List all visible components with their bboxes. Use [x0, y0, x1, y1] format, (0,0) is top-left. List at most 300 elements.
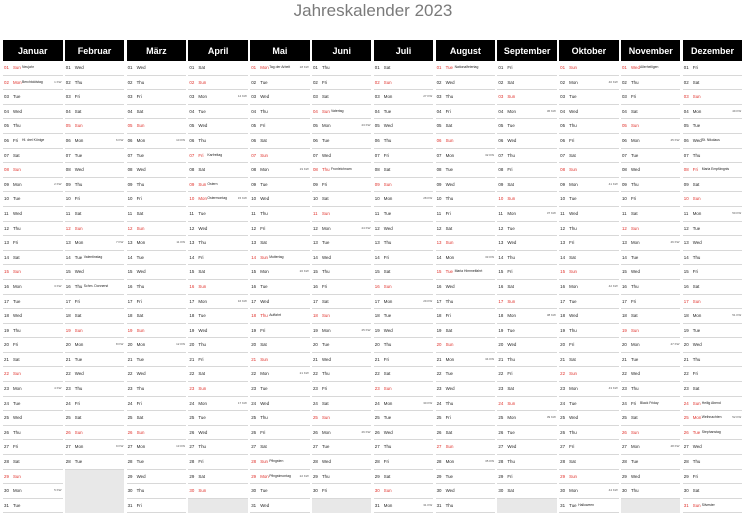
day-row [127, 295, 187, 310]
day-row [683, 411, 743, 426]
day-row [65, 455, 125, 470]
day-number: 09 [436, 181, 442, 187]
weekday-label: Sun [198, 283, 207, 289]
weekday-label: Mon [13, 386, 22, 392]
day-number: 01 [621, 65, 627, 70]
day-number: 22 [436, 371, 442, 377]
day-number: 21 [436, 356, 442, 362]
day-row [127, 484, 187, 499]
day-row [127, 338, 187, 353]
day-number: 26 [312, 429, 318, 435]
day-number: 22 [374, 371, 380, 377]
day-row [559, 192, 619, 207]
day-number: 27 [683, 444, 689, 450]
day-number: 30 [251, 488, 257, 494]
day-row [312, 251, 372, 266]
day-number: 25 [65, 415, 71, 421]
day-number: 12 [560, 225, 566, 231]
day-number: 17 [498, 298, 504, 304]
week-number: 30 KW [423, 400, 433, 405]
day-number: 20 [498, 342, 504, 348]
day-row [250, 178, 310, 193]
day-number: 01 [498, 65, 504, 70]
holiday-label: St. Nikolaus [701, 137, 720, 142]
day-row [683, 397, 743, 412]
day-row [65, 440, 125, 455]
day-row [683, 90, 743, 105]
day-number: 21 [498, 356, 504, 362]
day-row [621, 280, 681, 295]
day-row [65, 134, 125, 149]
weekday-label: Sun [383, 79, 392, 85]
weekday-label: Tue [445, 167, 453, 173]
day-row [65, 163, 125, 178]
day-row [127, 134, 187, 149]
weekday-label: Mon [13, 283, 22, 289]
day-row [374, 367, 434, 382]
day-number: 01 [127, 65, 133, 70]
week-number: 15 KW [237, 196, 247, 201]
weekday-label: Fri [74, 298, 80, 304]
weekday-label: Mon [445, 152, 455, 158]
day-number: 17 [65, 298, 71, 304]
weekday-label: Fri [692, 167, 698, 173]
day-row [188, 236, 248, 251]
month-header: September [497, 40, 557, 61]
day-number: 11 [251, 210, 256, 216]
day-number: 19 [312, 327, 318, 333]
holiday-label: Fronleichnam [330, 167, 352, 172]
day-number: 10 [560, 196, 566, 202]
weekday-label: Sat [507, 79, 514, 85]
weekday-label: Thu [74, 79, 83, 85]
day-row [250, 236, 310, 251]
day-number: 10 [312, 196, 318, 202]
weekday-label: Thu [13, 429, 21, 435]
day-row [188, 367, 248, 382]
day-number: 01 [560, 65, 566, 70]
day-row [497, 163, 557, 178]
day-number: 25 [560, 415, 566, 421]
day-row [559, 265, 619, 280]
day-row [497, 76, 557, 91]
day-number: 16 [312, 283, 318, 289]
day-number: 26 [127, 429, 133, 435]
weekday-label: Fri [383, 254, 389, 260]
holiday-label: Halloween [578, 502, 595, 507]
weekday-label: Thu [630, 386, 639, 392]
weekday-label: Sun [569, 371, 577, 377]
day-number: 02 [374, 79, 380, 85]
day-number: 25 [498, 415, 504, 421]
weekday-label: Mon [445, 356, 455, 362]
day-number: 14 [251, 254, 257, 260]
weekday-label: Mon [136, 342, 146, 348]
day-row [250, 280, 310, 295]
day-number: 18 [621, 313, 627, 319]
weekday-label: Sun [198, 79, 207, 85]
weekday-label: Sun [692, 94, 701, 100]
day-number: 15 [498, 269, 504, 275]
day-number: 11 [4, 210, 9, 216]
day-number: 08 [4, 167, 9, 173]
day-number: 18 [65, 313, 71, 319]
day-number: 14 [65, 254, 71, 260]
weekday-label: Thu [445, 400, 454, 406]
day-row [559, 455, 619, 470]
weekday-label: Mon [260, 371, 269, 377]
weekday-label: Tue [569, 298, 577, 304]
day-row [127, 265, 187, 280]
day-row [188, 61, 248, 76]
day-number: 10 [189, 196, 195, 202]
weekday-label: Sun [13, 269, 21, 275]
day-number: 11 [127, 210, 133, 216]
day-row [127, 76, 187, 91]
day-row [374, 338, 434, 353]
weekday-label: Tue [321, 240, 330, 246]
day-number: 04 [621, 108, 627, 114]
day-row [436, 324, 496, 339]
weekday-label: Tue [136, 152, 144, 158]
weekday-label: Tue [383, 210, 392, 216]
weekday-label: Mon [13, 488, 22, 494]
day-row [374, 280, 434, 295]
day-row [436, 309, 496, 324]
day-number: 16 [498, 283, 504, 289]
weekday-label: Tue [569, 94, 577, 100]
day-number: 11 [621, 210, 627, 216]
day-number: 03 [127, 94, 133, 100]
weekday-label: Fri [136, 298, 142, 304]
day-row [250, 149, 310, 164]
weekday-label: Sat [630, 313, 638, 319]
weekday-label: Wed [383, 225, 393, 231]
day-row [3, 426, 63, 441]
empty-day-cell [65, 470, 125, 485]
day-row [65, 411, 125, 426]
day-row [127, 163, 187, 178]
day-row [127, 382, 187, 397]
day-number: 28 [127, 459, 133, 465]
day-number: 16 [251, 283, 257, 289]
weekday-label: Sun [74, 225, 83, 231]
empty-day-cell [65, 499, 125, 513]
weekday-label: Sun [507, 94, 516, 100]
weekday-label: Sat [630, 108, 638, 114]
day-row [621, 119, 681, 134]
day-row [621, 338, 681, 353]
day-number: 27 [127, 444, 133, 450]
weekday-label: Fri [507, 65, 513, 70]
day-number: 26 [683, 429, 689, 435]
day-number: 13 [560, 240, 566, 246]
day-row [683, 309, 743, 324]
month-column [312, 40, 372, 513]
day-row [559, 324, 619, 339]
day-number: 12 [621, 225, 627, 231]
weekday-label: Tue [630, 459, 639, 465]
day-number: 07 [560, 152, 566, 158]
day-row [3, 397, 63, 412]
week-number: 9 KW [115, 444, 124, 449]
day-number: 03 [374, 94, 380, 100]
weekday-label: Thu [507, 356, 515, 362]
week-number: 40 KW [608, 79, 618, 84]
day-number: 03 [436, 94, 442, 100]
weekday-label: Thu [445, 298, 454, 304]
page-title: Jahreskalender 2023 [293, 1, 453, 20]
day-row [188, 178, 248, 193]
day-row [127, 178, 187, 193]
week-number: 10 KW [176, 137, 186, 142]
day-row [3, 484, 63, 499]
week-number: 33 KW [485, 254, 495, 259]
day-row [3, 163, 63, 178]
day-number: 10 [498, 196, 504, 202]
weekday-label: Sat [13, 152, 20, 158]
day-row [683, 119, 743, 134]
day-row [312, 61, 372, 76]
day-row [374, 309, 434, 324]
day-row [312, 236, 372, 251]
day-row [250, 309, 310, 324]
day-row [250, 484, 310, 499]
day-number: 08 [621, 167, 627, 173]
day-row [250, 455, 310, 470]
day-number: 15 [4, 269, 9, 275]
day-number: 03 [312, 94, 318, 100]
empty-day-cell [497, 499, 557, 513]
day-row [497, 324, 557, 339]
day-number: 05 [374, 123, 380, 129]
day-number: 26 [251, 429, 257, 435]
day-row [559, 411, 619, 426]
weekday-label: Mon [692, 108, 702, 114]
day-number: 29 [560, 473, 566, 479]
day-row [3, 76, 63, 91]
day-row [3, 455, 63, 470]
weekday-label: Wed [569, 415, 579, 421]
day-row [621, 367, 681, 382]
day-row [621, 411, 681, 426]
day-row [250, 76, 310, 91]
day-number: 28 [621, 459, 627, 465]
day-row [683, 324, 743, 339]
weekday-label: Sat [569, 459, 576, 465]
week-number: 20 KW [299, 269, 309, 274]
week-number: 31 KW [423, 502, 433, 507]
day-number: 22 [127, 371, 133, 377]
day-row [497, 105, 557, 120]
day-number: 02 [683, 79, 689, 85]
holiday-label: Ostern [207, 181, 218, 186]
day-row [374, 324, 434, 339]
day-row [374, 207, 434, 222]
day-row [559, 484, 619, 499]
weekday-label: Sun [13, 65, 21, 70]
day-row [374, 426, 434, 441]
day-number: 02 [65, 79, 71, 85]
holiday-label: Weihnachten [701, 415, 722, 420]
day-number: 26 [4, 429, 9, 435]
day-row [683, 455, 743, 470]
day-number: 23 [436, 386, 442, 392]
day-number: 10 [621, 196, 627, 202]
weekday-label: Sun [321, 108, 330, 114]
day-row [188, 119, 248, 134]
day-row [559, 149, 619, 164]
weekday-label: Sun [321, 210, 330, 216]
weekday-label: Sat [507, 181, 514, 187]
weekday-label: Mon [383, 94, 393, 100]
weekday-label: Sat [74, 313, 82, 319]
day-row [3, 338, 63, 353]
day-row [188, 222, 248, 237]
weekday-label: Mon [136, 137, 146, 143]
day-row [3, 207, 63, 222]
day-row [683, 265, 743, 280]
day-number: 23 [374, 386, 380, 392]
day-number: 04 [498, 108, 504, 114]
day-number: 30 [374, 488, 380, 494]
weekday-label: Fri [630, 196, 637, 202]
day-number: 20 [312, 342, 318, 348]
day-row [374, 134, 434, 149]
day-number: 13 [127, 240, 133, 246]
weekday-label: Tue [260, 181, 268, 187]
week-number: 36 KW [546, 108, 556, 113]
holiday-label: Pfingsten [269, 459, 284, 464]
day-number: 31 [436, 502, 442, 508]
weekday-label: Thu [630, 79, 639, 85]
day-row [3, 119, 63, 134]
day-row [127, 222, 187, 237]
day-number: 13 [251, 240, 257, 246]
weekday-label: Tue [198, 415, 206, 421]
day-number: 08 [498, 167, 504, 173]
weekday-label: Fri [507, 167, 513, 173]
weekday-label: Thu [260, 313, 268, 319]
week-number: 49 KW [732, 108, 742, 113]
day-row [3, 236, 63, 251]
day-number: 27 [4, 444, 9, 450]
day-row [436, 411, 496, 426]
day-row [374, 236, 434, 251]
weekday-label: Fri [692, 371, 698, 377]
weekday-label: Fri [383, 459, 389, 465]
month-header: März [127, 40, 187, 61]
day-number: 31 [4, 502, 9, 508]
day-number: 04 [4, 108, 9, 114]
day-row [374, 90, 434, 105]
day-row [188, 280, 248, 295]
week-number: 41 KW [608, 181, 618, 186]
weekday-label: Tue [692, 225, 701, 231]
day-number: 06 [374, 137, 380, 143]
day-row [3, 353, 63, 368]
day-row [497, 236, 557, 251]
day-row [559, 499, 619, 513]
month-column [188, 40, 248, 513]
day-row [188, 411, 248, 426]
weekday-label: Sat [569, 254, 576, 260]
day-number: 06 [127, 137, 133, 143]
day-number: 03 [683, 94, 689, 100]
weekday-label: Thu [569, 327, 577, 333]
day-number: 18 [436, 313, 442, 319]
weekday-label: Fri [321, 386, 328, 392]
holiday-label: Tag der Arbeit [269, 65, 291, 69]
weekday-label: Wed [507, 137, 517, 143]
day-row [621, 324, 681, 339]
weekday-label: Sun [569, 167, 577, 173]
day-row [436, 382, 496, 397]
weekday-label: Sun [383, 181, 392, 187]
weekday-label: Mon [692, 313, 702, 319]
weekday-label: Sun [569, 269, 577, 275]
weekday-label: Wed [136, 167, 146, 173]
weekday-label: Fri [692, 269, 698, 275]
weekday-label: Sat [136, 415, 144, 421]
weekday-label: Sat [198, 167, 205, 173]
weekday-label: Wed [260, 298, 270, 304]
day-number: 05 [65, 123, 71, 129]
day-number: 19 [560, 327, 566, 333]
day-number: 21 [560, 356, 566, 362]
weekday-label: Sun [321, 415, 330, 421]
weekday-label: Sat [383, 269, 391, 275]
day-row [188, 90, 248, 105]
weekday-label: Tue [507, 225, 515, 231]
day-number: 19 [498, 327, 504, 333]
weekday-label: Mon [630, 444, 640, 450]
day-number: 24 [560, 400, 566, 406]
day-row [312, 411, 372, 426]
holiday-label: Ostermontag [207, 196, 227, 201]
holiday-label: Maria Empfängnis [701, 167, 730, 172]
weekday-label: Sun [136, 429, 145, 435]
empty-day-cell [621, 499, 681, 513]
day-number: 17 [4, 298, 9, 304]
day-row [436, 484, 496, 499]
day-number: 04 [683, 108, 689, 114]
weekday-label: Mon [74, 137, 84, 143]
day-row [65, 222, 125, 237]
day-row [497, 484, 557, 499]
day-number: 08 [127, 167, 133, 173]
day-row [621, 382, 681, 397]
day-number: 01 [683, 65, 689, 70]
weekday-label: Thu [507, 152, 515, 158]
week-number: 29 KW [423, 298, 433, 303]
day-row [683, 105, 743, 120]
day-number: 25 [4, 415, 9, 421]
day-row [683, 295, 743, 310]
week-number: 25 KW [361, 327, 371, 332]
weekday-label: Sun [692, 298, 701, 304]
weekday-label: Tue [198, 108, 206, 114]
weekday-label: Wed [136, 65, 146, 70]
day-number: 09 [683, 181, 689, 187]
day-number: 15 [560, 269, 566, 275]
weekday-label: Tue [383, 415, 392, 421]
empty-day-cell [188, 499, 248, 513]
weekday-label: Sat [198, 473, 205, 479]
day-number: 20 [127, 342, 133, 348]
day-number: 30 [127, 488, 133, 494]
week-number: 39 KW [546, 415, 556, 420]
